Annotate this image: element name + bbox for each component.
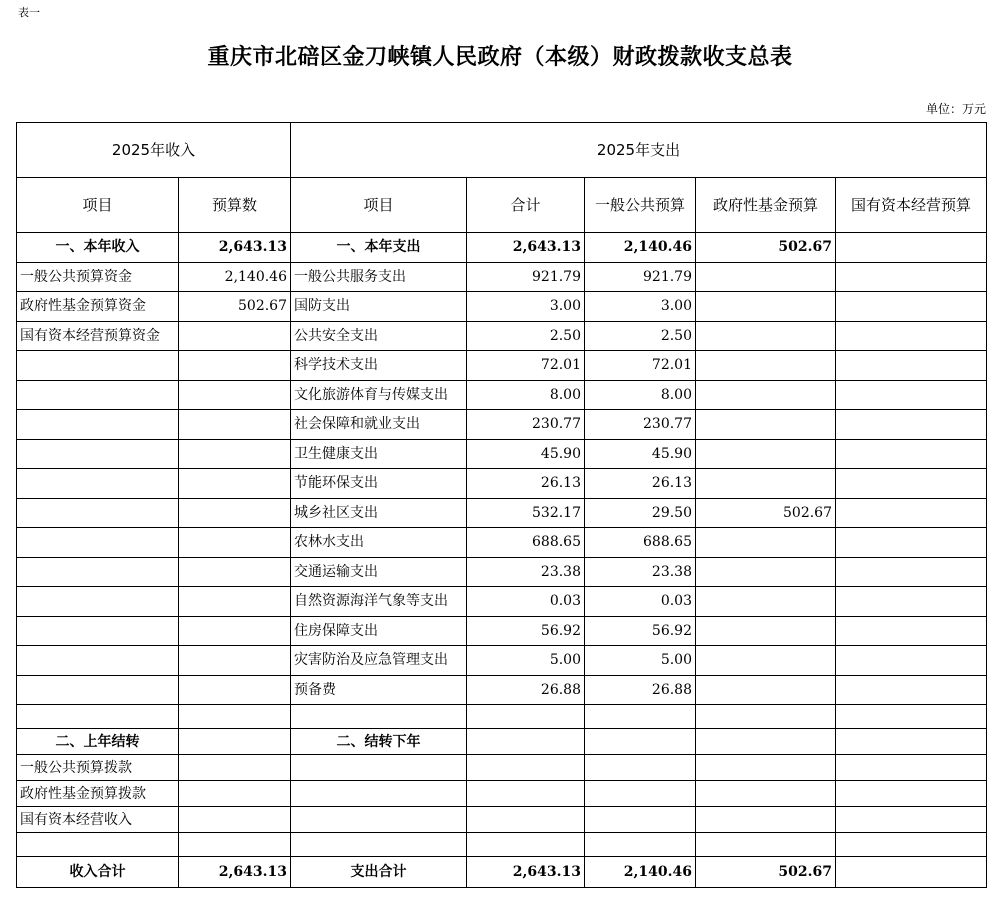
total-cell xyxy=(467,833,585,857)
fund-budget-cell xyxy=(696,833,836,857)
general-budget-cell: 45.90 xyxy=(585,439,696,469)
income-item-cell xyxy=(17,439,179,469)
state-capital-cell xyxy=(836,528,987,558)
general-budget-cell: 72.01 xyxy=(585,351,696,381)
income-item-cell: 政府性基金预算资金 xyxy=(17,292,179,322)
income-budget-cell xyxy=(179,469,291,499)
total-cell: 921.79 xyxy=(467,262,585,292)
income-item-cell xyxy=(17,616,179,646)
general-budget-cell: 921.79 xyxy=(585,262,696,292)
general-budget-cell: 3.00 xyxy=(585,292,696,322)
income-item-cell: 国有资本经营收入 xyxy=(17,807,179,833)
total-cell: 2.50 xyxy=(467,321,585,351)
total-header: 合计 xyxy=(467,178,585,233)
state-capital-cell xyxy=(836,781,987,807)
income-budget-cell xyxy=(179,755,291,781)
income-item-cell: 一般公共预算资金 xyxy=(17,262,179,292)
general-budget-cell: 688.65 xyxy=(585,528,696,558)
income-budget-cell xyxy=(179,587,291,617)
table-row xyxy=(17,557,987,587)
income-budget-cell xyxy=(179,380,291,410)
income-item-cell xyxy=(17,675,179,705)
expense-item-cell: 城乡社区支出 xyxy=(291,498,467,528)
income-item-cell xyxy=(17,587,179,617)
table-row xyxy=(17,616,987,646)
income-item-cell xyxy=(17,498,179,528)
expense-group-header: 2025年支出 xyxy=(291,123,987,178)
expense-item-cell: 国防支出 xyxy=(291,292,467,322)
general-budget-cell xyxy=(585,807,696,833)
income-budget-cell xyxy=(179,557,291,587)
income-budget-header: 预算数 xyxy=(179,178,291,233)
income-budget-cell xyxy=(179,439,291,469)
state-capital-cell xyxy=(836,439,987,469)
table-row xyxy=(17,807,987,833)
table-row xyxy=(17,781,987,807)
total-cell: 56.92 xyxy=(467,616,585,646)
state-capital-cell xyxy=(836,410,987,440)
income-item-cell: 国有资本经营预算资金 xyxy=(17,321,179,351)
fund-budget-cell xyxy=(696,807,836,833)
total-cell: 2,643.13 xyxy=(467,233,585,263)
fund-budget-cell xyxy=(696,729,836,755)
income-budget-cell xyxy=(179,807,291,833)
state-capital-cell xyxy=(836,705,987,729)
state-capital-cell xyxy=(836,833,987,857)
table-row xyxy=(17,857,987,888)
fund-budget-cell: 502.67 xyxy=(696,857,836,888)
income-item-cell xyxy=(17,380,179,410)
table-row xyxy=(17,755,987,781)
expense-item-cell: 节能环保支出 xyxy=(291,469,467,499)
state-capital-cell xyxy=(836,755,987,781)
table-row xyxy=(17,262,987,292)
total-cell: 230.77 xyxy=(467,410,585,440)
expense-item-cell: 支出合计 xyxy=(291,857,467,888)
table-row xyxy=(17,321,987,351)
general-budget-cell: 2,140.46 xyxy=(585,857,696,888)
income-item-header: 项目 xyxy=(17,178,179,233)
header-row-columns xyxy=(17,178,987,233)
expense-item-cell xyxy=(291,807,467,833)
income-budget-cell xyxy=(179,833,291,857)
state-capital-cell xyxy=(836,351,987,381)
income-item-cell: 二、上年结转 xyxy=(17,729,179,755)
general-budget-cell: 230.77 xyxy=(585,410,696,440)
income-group-header: 2025年收入 xyxy=(17,123,291,178)
total-cell: 8.00 xyxy=(467,380,585,410)
expense-item-cell xyxy=(291,781,467,807)
income-item-cell xyxy=(17,833,179,857)
fund-budget-cell xyxy=(696,469,836,499)
state-capital-cell xyxy=(836,233,987,263)
state-capital-cell xyxy=(836,321,987,351)
state-capital-cell xyxy=(836,616,987,646)
table-row xyxy=(17,380,987,410)
state-capital-cell xyxy=(836,675,987,705)
fund-budget-cell xyxy=(696,705,836,729)
total-cell xyxy=(467,755,585,781)
expense-item-cell: 社会保障和就业支出 xyxy=(291,410,467,440)
total-cell: 26.13 xyxy=(467,469,585,499)
table-row xyxy=(17,439,987,469)
expense-item-cell xyxy=(291,833,467,857)
state-capital-cell xyxy=(836,857,987,888)
income-item-cell: 收入合计 xyxy=(17,857,179,888)
expense-item-cell: 交通运输支出 xyxy=(291,557,467,587)
general-budget-cell: 0.03 xyxy=(585,587,696,617)
income-budget-cell xyxy=(179,646,291,676)
total-cell: 26.88 xyxy=(467,675,585,705)
total-cell xyxy=(467,807,585,833)
income-item-cell xyxy=(17,351,179,381)
state-capital-cell xyxy=(836,469,987,499)
income-budget-cell: 2,643.13 xyxy=(179,233,291,263)
income-item-cell xyxy=(17,469,179,499)
fund-budget-cell xyxy=(696,528,836,558)
general-budget-cell: 26.13 xyxy=(585,469,696,499)
table-row xyxy=(17,646,987,676)
expense-item-cell: 预备费 xyxy=(291,675,467,705)
expense-item-cell: 灾害防治及应急管理支出 xyxy=(291,646,467,676)
table-row xyxy=(17,410,987,440)
income-budget-cell: 502.67 xyxy=(179,292,291,322)
total-cell: 3.00 xyxy=(467,292,585,322)
income-item-cell: 政府性基金预算拨款 xyxy=(17,781,179,807)
state-capital-cell xyxy=(836,498,987,528)
income-item-cell xyxy=(17,557,179,587)
table-row xyxy=(17,498,987,528)
table-row xyxy=(17,705,987,729)
expense-item-cell xyxy=(291,755,467,781)
fund-budget-cell xyxy=(696,781,836,807)
fund-budget-cell xyxy=(696,351,836,381)
income-budget-cell xyxy=(179,729,291,755)
table-row xyxy=(17,469,987,499)
total-cell xyxy=(467,729,585,755)
expense-item-cell xyxy=(291,705,467,729)
income-item-cell: 一、本年收入 xyxy=(17,233,179,263)
state-capital-cell xyxy=(836,729,987,755)
expense-item-cell: 卫生健康支出 xyxy=(291,439,467,469)
general-budget-cell: 29.50 xyxy=(585,498,696,528)
fund-budget-cell xyxy=(696,292,836,322)
total-cell xyxy=(467,705,585,729)
total-cell: 72.01 xyxy=(467,351,585,381)
total-cell: 2,643.13 xyxy=(467,857,585,888)
total-cell xyxy=(467,781,585,807)
expense-item-cell: 文化旅游体育与传媒支出 xyxy=(291,380,467,410)
fund-budget-cell: 502.67 xyxy=(696,498,836,528)
income-budget-cell xyxy=(179,498,291,528)
general-budget-cell xyxy=(585,729,696,755)
fund-budget-cell xyxy=(696,410,836,440)
income-budget-cell xyxy=(179,321,291,351)
state-capital-cell xyxy=(836,807,987,833)
table-row xyxy=(17,528,987,558)
total-cell: 23.38 xyxy=(467,557,585,587)
total-cell: 45.90 xyxy=(467,439,585,469)
general-budget-cell: 23.38 xyxy=(585,557,696,587)
fund-budget-header: 政府性基金预算 xyxy=(696,178,836,233)
expense-item-cell: 住房保障支出 xyxy=(291,616,467,646)
table-row xyxy=(17,587,987,617)
general-budget-cell: 8.00 xyxy=(585,380,696,410)
expense-item-cell: 科学技术支出 xyxy=(291,351,467,381)
general-budget-cell xyxy=(585,833,696,857)
general-budget-cell: 56.92 xyxy=(585,616,696,646)
state-capital-cell xyxy=(836,262,987,292)
income-budget-cell xyxy=(179,781,291,807)
income-budget-cell xyxy=(179,616,291,646)
state-capital-cell xyxy=(836,646,987,676)
expense-item-cell: 一、本年支出 xyxy=(291,233,467,263)
fund-budget-cell xyxy=(696,262,836,292)
table-row xyxy=(17,675,987,705)
general-budget-cell xyxy=(585,705,696,729)
fund-budget-cell xyxy=(696,587,836,617)
income-item-cell: 一般公共预算拨款 xyxy=(17,755,179,781)
expense-item-cell: 一般公共服务支出 xyxy=(291,262,467,292)
fund-budget-cell xyxy=(696,321,836,351)
table-label: 表一 xyxy=(18,6,40,19)
fund-budget-cell xyxy=(696,380,836,410)
fund-budget-cell xyxy=(696,439,836,469)
table-row xyxy=(17,729,987,755)
general-budget-cell: 26.88 xyxy=(585,675,696,705)
income-item-cell xyxy=(17,705,179,729)
table-row xyxy=(17,833,987,857)
income-budget-cell xyxy=(179,351,291,381)
state-capital-cell xyxy=(836,587,987,617)
general-budget-cell: 2.50 xyxy=(585,321,696,351)
income-budget-cell xyxy=(179,528,291,558)
state-capital-header: 国有资本经营预算 xyxy=(836,178,987,233)
general-budget-header: 一般公共预算 xyxy=(585,178,696,233)
income-item-cell xyxy=(17,410,179,440)
unit-label: 单位：万元 xyxy=(925,102,986,116)
fund-budget-cell xyxy=(696,755,836,781)
general-budget-cell xyxy=(585,781,696,807)
expense-item-cell: 公共安全支出 xyxy=(291,321,467,351)
general-budget-cell: 5.00 xyxy=(585,646,696,676)
general-budget-cell xyxy=(585,755,696,781)
fund-budget-cell xyxy=(696,616,836,646)
income-budget-cell xyxy=(179,675,291,705)
header-row-groups xyxy=(17,123,987,178)
income-item-cell xyxy=(17,528,179,558)
table-row xyxy=(17,292,987,322)
expense-item-header: 项目 xyxy=(291,178,467,233)
income-budget-cell: 2,140.46 xyxy=(179,262,291,292)
income-budget-cell: 2,643.13 xyxy=(179,857,291,888)
budget-table xyxy=(16,122,987,888)
state-capital-cell xyxy=(836,557,987,587)
fund-budget-cell xyxy=(696,557,836,587)
fund-budget-cell xyxy=(696,675,836,705)
total-cell: 5.00 xyxy=(467,646,585,676)
total-cell: 688.65 xyxy=(467,528,585,558)
state-capital-cell xyxy=(836,380,987,410)
total-cell: 532.17 xyxy=(467,498,585,528)
general-budget-cell: 2,140.46 xyxy=(585,233,696,263)
total-cell: 0.03 xyxy=(467,587,585,617)
fund-budget-cell: 502.67 xyxy=(696,233,836,263)
page-title: 重庆市北碚区金刀峡镇人民政府（本级）财政拨款收支总表 xyxy=(207,44,793,70)
income-budget-cell xyxy=(179,705,291,729)
income-budget-cell xyxy=(179,410,291,440)
table-row xyxy=(17,351,987,381)
table-row xyxy=(17,233,987,263)
income-item-cell xyxy=(17,646,179,676)
state-capital-cell xyxy=(836,292,987,322)
expense-item-cell: 自然资源海洋气象等支出 xyxy=(291,587,467,617)
expense-item-cell: 农林水支出 xyxy=(291,528,467,558)
fund-budget-cell xyxy=(696,646,836,676)
expense-item-cell: 二、结转下年 xyxy=(291,729,467,755)
